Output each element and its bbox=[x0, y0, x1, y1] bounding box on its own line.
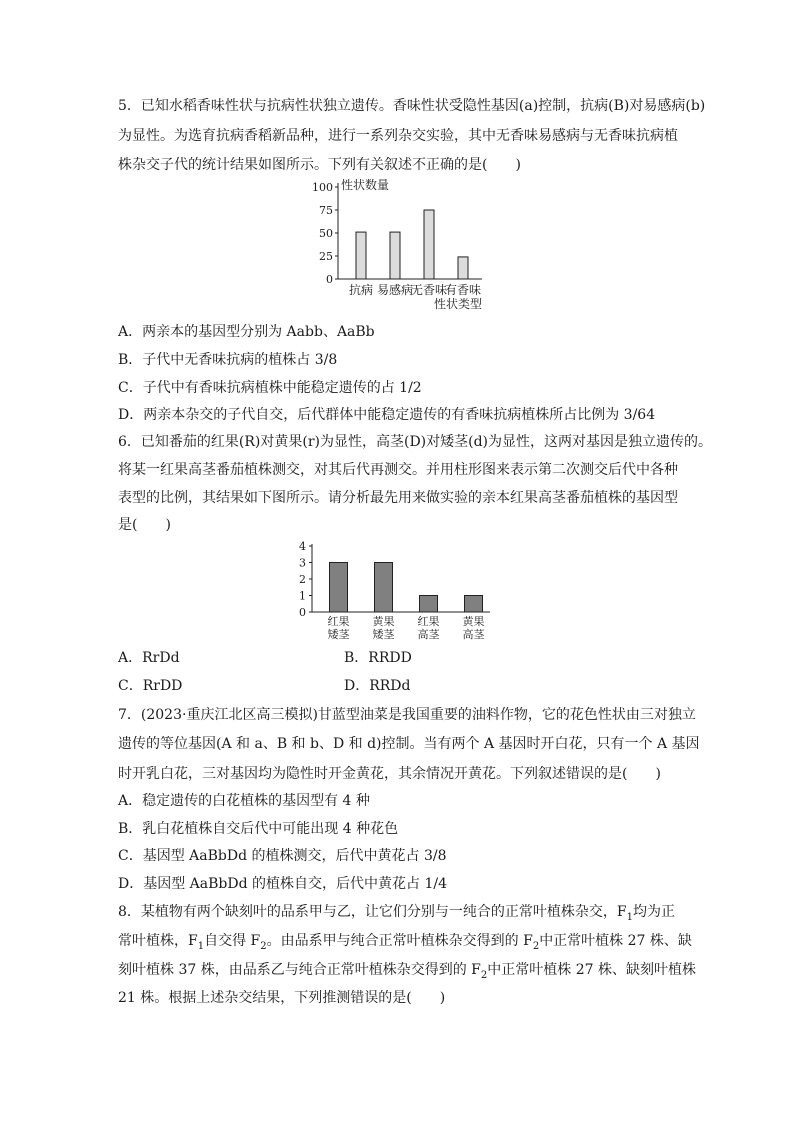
q6-stem-line-1: 6．已知番茄的红果(R)对黄果(r)为显性，高茎(D)对矮茎(d)为显性，这两对基因是独立遗传的。 bbox=[118, 434, 713, 450]
x-tick-label-line-1: 红果 bbox=[417, 615, 440, 628]
q6-option-a: A．RrDd bbox=[118, 650, 180, 666]
q5-option-d: D．两亲本杂交的子代自交，后代群体中能稳定遗传的有香味抗病植株所占比例为 3/64 bbox=[118, 407, 656, 423]
q8-text: 中正常叶植株 27 株、缺刻叶植株 bbox=[487, 962, 696, 978]
q8-text: 自交得 F bbox=[204, 933, 261, 949]
bar bbox=[420, 596, 438, 613]
q8-text: 均为正 bbox=[633, 904, 675, 920]
q7-option-c: C．基因型 AaBbDd 的植株测交，后代中黄花占 3/8 bbox=[118, 848, 447, 864]
y-tick-label: 75 bbox=[319, 204, 333, 217]
q6-option-c: C．RrDD bbox=[118, 678, 183, 694]
y-tick-label: 4 bbox=[299, 540, 306, 553]
q5-stem-line-2: 为显性。为选育抗病香稻新品种，进行一系列杂交实验，其中无香味易感病与无香味抗病植 bbox=[118, 128, 678, 144]
q8-stem-line-1 bbox=[118, 902, 675, 928]
q8-text: 中正常叶植株 27 株、缺 bbox=[539, 933, 692, 949]
q8-text: 8．某植物有两个缺刻叶的品系甲与乙，让它们分别与一纯合的正常叶植株杂交，F bbox=[118, 904, 627, 920]
y-tick-label: 25 bbox=[319, 250, 333, 263]
x-tick-label-line-1: 黄果 bbox=[462, 615, 485, 628]
q8-subscript: 1 bbox=[626, 911, 633, 923]
bar bbox=[465, 596, 483, 613]
bar bbox=[356, 232, 366, 279]
q5-option-b: B．子代中无香味抗病的植株占 3/8 bbox=[118, 352, 338, 368]
x-tick-label-line-1: 黄果 bbox=[372, 615, 395, 628]
x-tick-label-line-1: 红果 bbox=[327, 615, 350, 628]
y-axis-label: 性状数量 bbox=[341, 178, 390, 192]
q5-option-c: C．子代中有香味抗病植株中能稳定遗传的占 1/2 bbox=[118, 380, 422, 396]
y-tick-label: 50 bbox=[319, 227, 333, 240]
q6-option-d: D．RRDd bbox=[344, 678, 411, 694]
bar bbox=[330, 563, 348, 613]
q6-bar-chart bbox=[290, 538, 500, 640]
y-tick-label: 3 bbox=[299, 556, 306, 570]
bar bbox=[458, 257, 468, 279]
q7-option-d: D．基因型 AaBbDd 的植株自交，后代中黄花占 1/4 bbox=[118, 876, 447, 892]
x-tick-label-line-2: 矮茎 bbox=[327, 628, 350, 640]
q8-stem-line-4: 21 株。根据上述杂交结果，下列推测错误的是( ) bbox=[118, 990, 446, 1006]
q6-stem-line-2: 将某一红果高茎番茄植株测交，对其后代再测交。并用柱形图来表示第二次测交后代中各种 bbox=[118, 462, 678, 478]
q7-option-b: B．乳白花植株自交后代中可能出现 4 种花色 bbox=[118, 821, 399, 837]
q8-text: 常叶植株，F bbox=[118, 933, 198, 949]
x-tick-label-line-2: 高茎 bbox=[417, 628, 440, 640]
q8-stem-line-3 bbox=[118, 960, 696, 986]
y-tick-label: 2 bbox=[299, 573, 306, 586]
q8-subscript: 2 bbox=[532, 940, 540, 952]
y-tick-label: 0 bbox=[299, 606, 306, 619]
bar bbox=[424, 210, 434, 279]
q8-stem-line-2 bbox=[118, 931, 692, 957]
x-tick-label-line-2: 高茎 bbox=[462, 628, 485, 640]
q7-stem-line-3: 时开乳白花，三对基因均为隐性时开金黄花，其余情况开黄花。下列叙述错误的是( ) bbox=[118, 766, 661, 782]
x-tick-label: 易感病 bbox=[376, 283, 414, 297]
q6-stem-line-4: 是( ) bbox=[118, 517, 171, 533]
x-tick-label: 抗病 bbox=[348, 283, 374, 297]
q7-option-a: A．稳定遗传的白花植株的基因型有 4 种 bbox=[118, 793, 370, 809]
q6-stem-line-3: 表型的比例，其结果如下图所示。请分析最先用来做实验的亲本红果高茎番茄植株的基因型 bbox=[118, 490, 678, 506]
q7-stem-line-1: 7．(2023·重庆江北区高三模拟)甘蓝型油菜是我国重要的油料作物，它的花色性状由三对独立 bbox=[118, 707, 696, 723]
q8-text: 刻叶植株 37 株，由品系乙与纯合正常叶植株杂交得到的 F bbox=[118, 962, 481, 978]
bar bbox=[390, 232, 400, 279]
x-tick-label-line-2: 矮茎 bbox=[372, 628, 395, 640]
q6-option-b: B．RRDD bbox=[344, 650, 412, 666]
bar bbox=[375, 563, 393, 613]
x-axis-label: 性状类型 bbox=[433, 297, 483, 311]
q8-text: 。由品系甲与纯合正常叶植株杂交得到的 F bbox=[266, 933, 533, 949]
y-tick-label: 1 bbox=[299, 589, 306, 603]
x-tick-label: 有香味 bbox=[444, 283, 482, 297]
q8-subscript: 2 bbox=[480, 969, 488, 981]
y-tick-label: 100 bbox=[312, 181, 333, 194]
q5-bar-chart bbox=[312, 175, 492, 315]
q8-subscript: 2 bbox=[260, 940, 267, 952]
q5-stem-line-1: 5．已知水稻香味性状与抗病性状独立遗传。香味性状受隐性基因(a)控制，抗病(B)对易感病(b) bbox=[118, 98, 706, 114]
q5-stem-line-3: 株杂交子代的统计结果如图所示。下列有关叙述不正确的是( ) bbox=[118, 157, 521, 173]
q7-stem-line-2: 遗传的等位基因(A 和 a、B 和 b、D 和 d)控制。当有两个 A 基因时开白花，只有一个 A 基因 bbox=[118, 736, 700, 752]
y-tick-label: 0 bbox=[326, 273, 333, 286]
q8-subscript: 1 bbox=[197, 940, 205, 952]
x-tick-label: 无香味 bbox=[410, 283, 448, 297]
q5-option-a: A．两亲本的基因型分别为 Aabb、AaBb bbox=[118, 324, 375, 340]
